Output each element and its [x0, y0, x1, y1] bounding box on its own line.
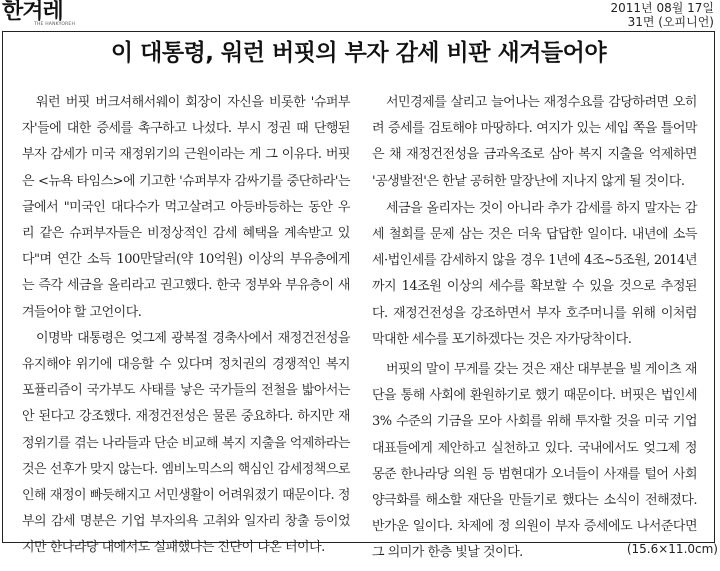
article-paragraph: 세금을 올리자는 것이 아니라 추가 감세를 하지 말자는 감세 철회를 문제 삼는 것은 더욱 답답한 일이다. 내년에 소득세·법인세를 감세하지 않을 경우 1년에 4조~5조원, 2014년까지 14조원 이상의 세수를 확보할 수 있을 것으로 추정된다. 재정건전성을 강조하면서 부자 호주머니를 위해 이처럼 막대한 세수를 포기하겠다는 것은 자가당착이다. — [372, 200, 697, 347]
publication-info — [611, 1, 714, 29]
publication-date: 2011년 08월 17일 — [610, 1, 714, 15]
masthead — [0, 0, 720, 30]
article-paragraph: 버핏의 말이 무게를 갖는 것은 재산 대부분을 빌 게이츠 재단을 통해 사회에 환원하기로 했기 때문이다. 버핏은 법인세 3% 수준의 기금을 모아 사회를 위해 투자할 것을 미국 기업 대표들에게 제안하고 실천하고 있다. 국내에서도 엊그제 정몽준 한나라당 의원 등 범현대가 오너들이 사재를 털어 사회 양극화를 해소할 재단을 만들기로 했다는 소식이 전해졌다. 반가운 일이다. 차제에 정 의원이 부자 증세에도 나서준다면 그 의미가 한층 빛날 것이다. — [372, 362, 697, 561]
page-section: 31면 (오피니언) — [627, 15, 714, 29]
article-paragraph: 이명박 대통령은 엊그제 광복절 경축사에서 재정건전성을 유지해야 위기에 대응할 수 있다며 정치권의 경쟁적인 복지 포퓰리즘이 국가부도 사태를 낳은 국가들의 전철을 밟아서는 안 된다고 강조했다. 재정건전성은 물론 중요하다. 하지만 재정위기를 겪는 나라들과 단순 비교해 복지 지출을 억제하라는 것은 선후가 맞지 않는다. 엠비노믹스의 핵심인 감세정책으로 인해 재정이 빠듯해지고 서민생활이 어려워졌기 때문이다. 정부의 감세 명분은 기업 부자의욕 고취와 일자리 창출 등이었지만 한나라당 내에서도 실패했다는 진단이 나온 터이다. — [22, 330, 350, 556]
newspaper-logo: 한겨레 — [2, 0, 63, 24]
right-column — [372, 90, 697, 571]
newspaper-logo-subtitle: THE HANKYOREH — [34, 22, 76, 27]
article-paragraph: 서민경제를 살리고 늘어나는 재정수요를 감당하려면 오히려 증세를 검토해야 마땅하다. 여지가 있는 세입 쪽을 틀어막은 채 재정건전성을 금과옥조로 삼아 복지 지출을 억제하면 '공생발전'은 한낱 공허한 말장난에 지나지 않게 될 것이다. — [372, 95, 697, 189]
article-paragraph: 워런 버핏 버크셔해서웨이 회장이 자신을 비롯한 '슈퍼부자'들에 대한 증세를 촉구하고 나섰다. 부시 정권 때 단행된 부자 감세가 미국 재정위기의 근원이라는 게 그 이유다. 버핏은 <뉴욕 타임스>에 기고한 '슈퍼부자 감싸기를 중단하라'는 글에서 "미국인 대다수가 먹고살려고 아등바등하는 동안 우리 같은 슈퍼부자들은 비정상적인 감세 혜택을 계속받고 있다"며 연간 소득 100만달러(약 10억원) 이상의 부유층에게는 즉각 세금을 올리라고 권고했다. 한국 정부와 부유층이 새겨들어야 할 고언이다. — [22, 95, 350, 320]
article-headline: 이 대통령, 워런 버핏의 부자 감세 비판 새겨들어야 — [110, 40, 607, 66]
clipping-size: (15.6×11.0cm) — [626, 542, 718, 556]
left-column — [22, 90, 350, 562]
